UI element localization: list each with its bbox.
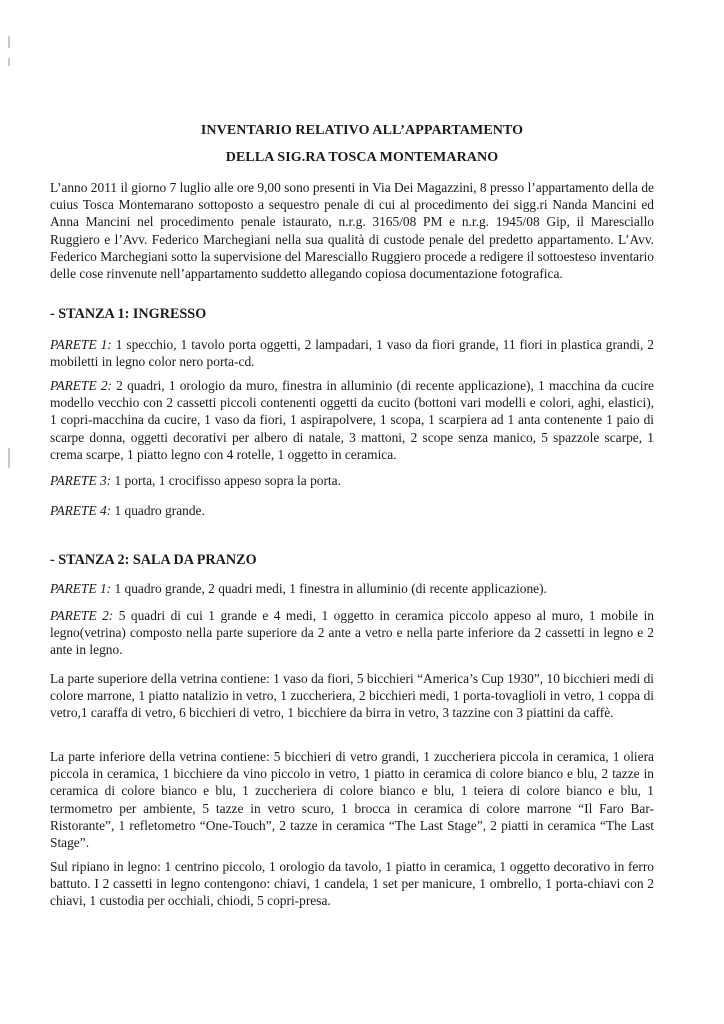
parete-label: PARETE 4: xyxy=(50,503,112,518)
parete-label: PARETE 3: xyxy=(50,473,112,488)
parete-text: 1 quadro grande, 2 quadri medi, 1 finestra in alluminio (di recente applicazione). xyxy=(111,581,547,596)
ripiano-paragraph: Sul ripiano in legno: 1 centrino piccolo, 1 orologio da tavolo, 1 piatto in ceramica, 1 oggetto decorativo in ferro battuto. I 2 cassetti in legno contengono: chiavi, 1 candela, 1 set per manicure, 1 ombrello, 1 porta-chiavi con 2 chiavi, 1 custodia per occhiali, chiodi, 5 copri-presa. xyxy=(50,859,654,909)
stanza1-parete3 xyxy=(50,472,654,489)
stanza2-parete2 xyxy=(50,607,654,659)
stanza2-heading: - STANZA 2: SALA DA PRANZO xyxy=(50,552,257,568)
intro-paragraph: L’anno 2011 il giorno 7 luglio alle ore 9,00 sono presenti in Via Dei Magazzini, 8 presso l’appartamento della de cuius Tosca Montemarano sottoposto a sequestro penale di cui al procedimento dei sigg.ri Nanda Mancini ed Anna Mancini nel procedimento penale istaurato, n.r.g. 3165/08 PM e n.r.g. 1945/08 Gip, il Maresciallo Ruggiero e l’Avv. Federico Marchegiani nella sua qualità di custode penale del predetto appartamento. L’Avv. Federico Marchegiani sotto la supervisione del Maresciallo Ruggiero procede a redigere il sottoesteso inventario delle cose rinvenute nell’appartamento suddetto allegando copiosa documentazione fotografica. xyxy=(50,180,654,282)
parete-text: 1 porta, 1 crocifisso appeso sopra la porta. xyxy=(111,473,341,488)
parete-text: 1 specchio, 1 tavolo porta oggetti, 2 lampadari, 1 vaso da fiori grande, 11 fiori in plastica grandi, 2 mobiletti in legno color nero porta-cd. xyxy=(50,337,654,370)
stanza1-parete2 xyxy=(50,377,654,463)
scan-mark xyxy=(8,448,10,468)
parete-label: PARETE 1: xyxy=(50,581,112,596)
scan-mark xyxy=(8,58,10,66)
parete-text: 2 quadri, 1 orologio da muro, finestra in alluminio (di recente applicazione), 1 macchina da cucire modello vecchio con 2 cassetti piccoli contenenti oggetti da cucito (bottoni vari modelli e colori, aghi, elastici), 1 copri-macchina da cucire, 1 vaso da fiori, 1 aspirapolvere, 1 scopa, 1 scarpiera ad 1 anta contenente 1 paio di scarpe donna, oggetti decorativi per albero di natale, 3 mattoni, 2 scope senza manico, 5 spazzole scarpe, 1 crema scarpe, 1 piatto legno con 4 rotelle, 1 oggetto in ceramica. xyxy=(50,378,654,462)
stanza1-parete1 xyxy=(50,336,654,370)
stanza1-heading: - STANZA 1: INGRESSO xyxy=(50,306,207,322)
scan-mark xyxy=(8,36,10,48)
stanza2-parete1 xyxy=(50,580,654,597)
vetrina-inferiore-paragraph: La parte inferiore della vetrina contiene: 5 bicchieri di vetro grandi, 1 zuccheriera piccola in ceramica, 1 oliera piccola in ceramica, 1 bicchiere da vino piccolo in vetro, 1 piatto in ceramica di colore bianco e blu, 2 tazze in ceramica di colore bianco e blu, 1 zuccheriera di colore bianco e blu, 1 teiera di colore bianco e blu, 1 termometro per ambiente, 5 tazze in vetro scuro, 1 brocca in ceramica di colore marrone “Il Faro Bar- Ristorante”, 1 refletometro “One-Touch”, 2 tazze in ceramica “The Last Stage”, 2 piatti in ceramica “The Last Stage”. xyxy=(50,749,654,851)
parete-text: 1 quadro grande. xyxy=(111,503,205,518)
vetrina-superiore-paragraph: La parte superiore della vetrina contiene: 1 vaso da fiori, 5 bicchieri “America’s Cup 1930”, 10 bicchieri medi di colore marrone, 1 piatto natalizio in vetro, 1 zuccheriera, 2 bicchieri medi, 1 porta-tovaglioli in vetro, 1 coppa di vetro,1 caraffa di vetro, 6 bicchieri di vetro, 1 bicchiere da birra in vetro, 3 tazzine con 3 piattini da caffè. xyxy=(50,671,654,721)
parete-label: PARETE 2: xyxy=(50,608,114,623)
document-title-line1: INVENTARIO RELATIVO ALL’APPARTAMENTO xyxy=(200,123,524,138)
parete-label: PARETE 1: xyxy=(50,337,112,352)
stanza1-parete4 xyxy=(50,502,654,519)
parete-text: 5 quadri di cui 1 grande e 4 medi, 1 oggetto in ceramica piccolo appeso al muro, 1 mobile in legno(vetrina) composto nella parte superiore da 2 ante a vetro e nella parte inferiore da 2 cassetti in legno e 2 ante in legno. xyxy=(50,608,654,658)
parete-label: PARETE 2: xyxy=(50,378,112,393)
document-title-line2: DELLA SIG.RA TOSCA MONTEMARANO xyxy=(225,150,499,165)
